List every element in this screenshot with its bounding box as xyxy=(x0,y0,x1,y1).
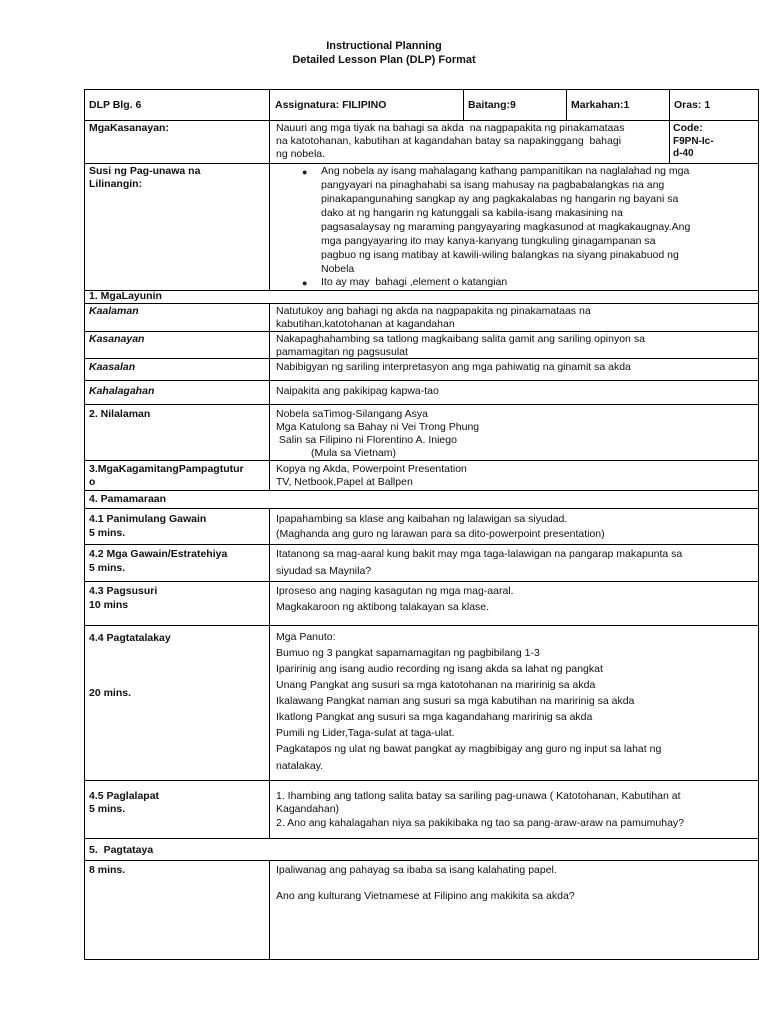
bullet-icon: ● xyxy=(302,167,308,177)
paglalapat-line: Kagandahan) xyxy=(276,803,340,815)
kaasalan-label: Kaasalan xyxy=(89,361,136,373)
kagamitan-label-line: 3.MgaKagamitangPampagtutur xyxy=(89,463,244,475)
column-divider xyxy=(269,89,270,290)
pagsusuri-line: Magkakaroon ng aktibong talakayan sa klase. xyxy=(276,601,490,613)
time-cell: Oras: 1 xyxy=(674,99,711,111)
susi-bullet-line: pagsasalaysay ng maraming pangyayaring magkasunod at magkakaugnay.Ang xyxy=(321,221,691,233)
nilalaman-line: Mga Katulong sa Bahay ni Vei Trong Phung xyxy=(276,421,480,433)
susi-label-line: Lilinangin: xyxy=(89,178,143,190)
gawain-line: siyudad sa Maynila? xyxy=(276,565,372,577)
panimula-label: 4.1 Panimulang Gawain xyxy=(89,513,207,525)
row-divider xyxy=(84,508,759,509)
pagtataya-heading: 5. Pagtataya xyxy=(89,844,154,856)
document-title: Instructional Planning xyxy=(326,40,442,52)
panimula-line: (Maghanda ang guro ng larawan para sa dito-powerpoint presentation) xyxy=(276,528,605,540)
row-divider xyxy=(84,490,759,491)
kagamitan-label-line: o xyxy=(89,476,96,488)
kasanayan-text-line: na katotohanan, kabutihan at kagandahan batay sa napakinggang bahagi xyxy=(276,135,622,147)
quarter-cell: Markahan:1 xyxy=(571,99,630,111)
susi-bullet-line: Nobela xyxy=(321,263,355,275)
susi-bullet-line: Ang nobela ay isang mahalagang kathang pampanitikan na naglalahad ng mga xyxy=(321,165,690,177)
row-divider xyxy=(84,120,759,121)
row-divider xyxy=(84,544,759,545)
kasanayan-text-line: ng nobela. xyxy=(276,148,326,160)
susi-bullet-line: Ito ay may bahagi ,element o katangian xyxy=(321,276,508,288)
dlp-number: DLP Blg. 6 xyxy=(89,99,142,111)
gawain-label: 4.2 Mga Gawain/Estratehiya xyxy=(89,548,228,560)
column-divider xyxy=(269,508,270,838)
kagamitan-line: TV, Netbook,Papel at Ballpen xyxy=(276,476,413,488)
kasanayan-label: MgaKasanayan: xyxy=(89,122,169,134)
row-divider xyxy=(84,460,759,461)
pagtatalakay-line: Ikalawang Pangkat naman ang susuri sa mga kabutihan na maririnig sa akda xyxy=(276,695,635,707)
pagsusuri-time: 10 mins xyxy=(89,599,129,611)
code-label: Code: xyxy=(673,122,703,134)
nilalaman-line: Salin sa Filipino ni Florentino A. Iniego xyxy=(276,434,457,446)
susi-label-line: Susi ng Pag-unawa na xyxy=(89,165,201,177)
paglalapat-time: 5 mins. xyxy=(89,803,126,815)
kahalagahan-label: Kahalagahan xyxy=(89,385,155,397)
gawain-line: Itatanong sa mag-aaral kung bakit may mga taga-lalawigan na pangarap makapunta sa xyxy=(276,548,683,560)
row-divider xyxy=(84,780,759,781)
pagtatalakay-line: natalakay. xyxy=(276,760,324,772)
layunin-heading: 1. MgaLayunin xyxy=(89,290,162,302)
bullet-icon: ● xyxy=(302,278,308,288)
column-divider xyxy=(669,89,670,163)
paglalapat-label: 4.5 Paglalapat xyxy=(89,790,160,802)
row-divider xyxy=(84,404,759,405)
pagtatalakay-time: 20 mins. xyxy=(89,687,132,699)
paglalapat-line: 2. Ano ang kahalagahan niya sa pakikibaka ng tao sa pang-araw-araw na pamumuhay? xyxy=(276,817,685,829)
pagtataya-line: Ipaliwanag ang pahayag sa ibaba sa isang kalahating papel. xyxy=(276,864,557,876)
nilalaman-line: Nobela saTimog-Silangang Asya xyxy=(276,408,428,420)
nilalaman-line: (Mula sa Vietnam) xyxy=(276,447,397,459)
susi-bullet-line: dako at ng hangarin ng katunggali sa kabila-isang makasining na xyxy=(321,207,623,219)
row-divider xyxy=(84,290,759,291)
code-value-line: F9PN-Ic- xyxy=(673,136,714,147)
pagsusuri-line: Iproseso ang naging kasagutan ng mga mag-aaral. xyxy=(276,585,514,597)
document-subtitle: Detailed Lesson Plan (DLP) Format xyxy=(292,54,476,66)
row-divider xyxy=(84,838,759,839)
row-divider xyxy=(84,163,759,164)
row-divider xyxy=(84,303,759,304)
pagtatalakay-line: Pumili ng Lider,Taga-sulat at taga-ulat. xyxy=(276,727,455,739)
pagtatalakay-line: Pagkatapos ng ulat ng bawat pangkat ay magbibigay ang guro ng input sa lahat ng xyxy=(276,743,662,755)
column-divider xyxy=(269,860,270,960)
susi-bullet-line: pangyayari na pinaghahabi sa isang mahusay na pagbabalangkas na ang xyxy=(321,179,665,191)
row-divider xyxy=(84,625,759,626)
gawain-time: 5 mins. xyxy=(89,562,126,574)
row-divider xyxy=(84,860,759,861)
subject-cell: Assignatura: FILIPINO xyxy=(275,99,387,111)
susi-bullet-line: pinakapangunahing sangkap ay ang pagkakalabas ng hangarin ng bayani sa xyxy=(321,193,679,205)
pamamaraan-heading: 4. Pamamaraan xyxy=(89,493,167,505)
column-divider xyxy=(463,89,464,120)
panimula-line: Ipapahambing sa klase ang kaibahan ng lalawigan sa siyudad. xyxy=(276,513,568,525)
susi-bullet-line: pagbuo ng isang matibay at kawili-wiling balangkas na siyang pinakabuod ng xyxy=(321,249,679,261)
panimula-time: 5 mins. xyxy=(89,527,126,539)
pagtatalakay-line: Mga Panuto: xyxy=(276,631,336,643)
kahalagahan-text: Naipakita ang pakikipag kapwa-tao xyxy=(276,385,439,397)
nilalaman-label: 2. Nilalaman xyxy=(89,408,151,420)
kasanayan-text-line: Nauuri ang mga tiyak na bahagi sa akda na nagpapakita ng pinakamataas xyxy=(276,122,625,134)
row-divider xyxy=(84,380,759,381)
pagtatalakay-line: Ikatlong Pangkat ang susuri sa mga kagandahang maririnig sa akda xyxy=(276,711,593,723)
column-divider xyxy=(566,89,567,120)
susi-bullet-line: mga pangyayaring ito may kanya-kanyang tungkuling ginagampanan sa xyxy=(321,235,656,247)
kaalaman-line: Natutukoy ang bahagi ng akda na nagpapakita ng pinakamataas na xyxy=(276,305,591,317)
row-divider xyxy=(84,581,759,582)
kaalaman-line: kabutihan,katotohanan at kagandahan xyxy=(276,318,455,330)
grade-cell: Baitang:9 xyxy=(468,99,516,111)
row-divider xyxy=(84,358,759,359)
pagsusuri-label: 4.3 Pagsusuri xyxy=(89,585,158,597)
code-value-line: d-40 xyxy=(673,148,694,159)
paglalapat-line: 1. Ihambing ang tatlong salita batay sa sariling pag-unawa ( Katotohanan, Kabutihan at xyxy=(276,790,681,802)
column-divider xyxy=(269,303,270,490)
kasanayan-obj-label: Kasanayan xyxy=(89,333,145,345)
kasanayan-obj-line: pamamagitan ng pagsusulat xyxy=(276,346,408,358)
kasanayan-obj-line: Nakapaghahambing sa tatlong magkaibang salita gamit ang sariling opinyon sa xyxy=(276,333,645,345)
kaasalan-text: Nabibigyan ng sariling interpretasyon ang mga pahiwatig na ginamit sa akda xyxy=(276,361,631,373)
pagtataya-time: 8 mins. xyxy=(89,864,126,876)
pagtataya-line: Ano ang kulturang Vietnamese at Filipino ang makikita sa akda? xyxy=(276,890,575,902)
pagtatalakay-line: Bumuo ng 3 pangkat sapamamagitan ng pagbibilang 1-3 xyxy=(276,647,540,659)
pagtatalakay-line: Iparirinig ang isang audio recording ng isang akda sa lahat ng pangkat xyxy=(276,663,603,675)
pagtatalakay-line: Unang Pangkat ang susuri sa mga katotohanan na maririnig sa akda xyxy=(276,679,596,691)
kaalaman-label: Kaalaman xyxy=(89,305,139,317)
pagtatalakay-label: 4.4 Pagtatalakay xyxy=(89,632,171,644)
kagamitan-line: Kopya ng Akda, Powerpoint Presentation xyxy=(276,463,467,475)
